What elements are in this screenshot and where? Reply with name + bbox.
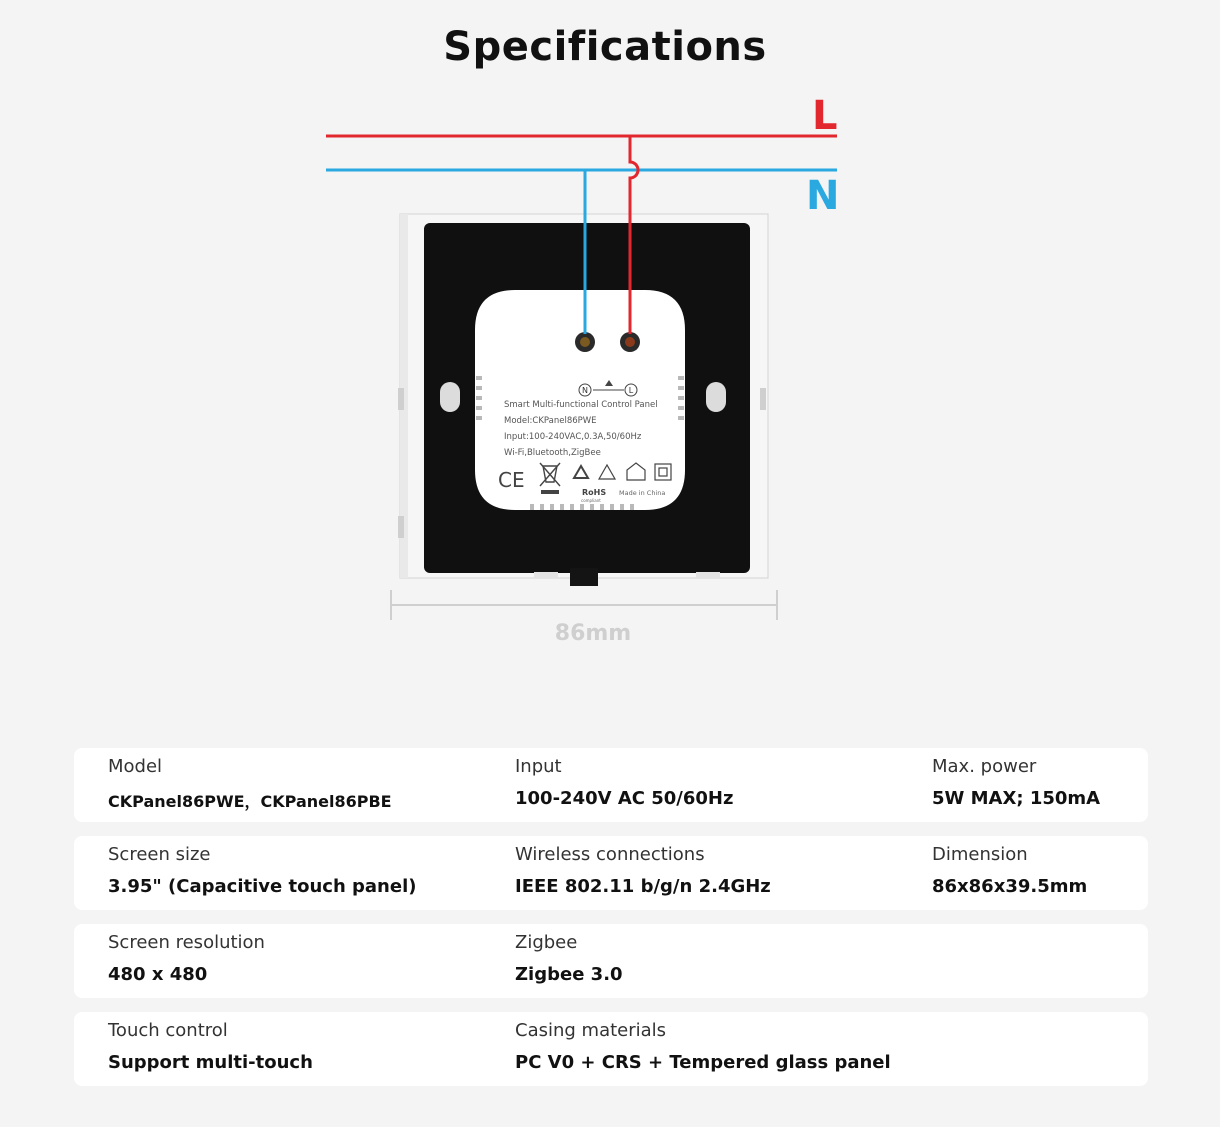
rohs-sub: compliant <box>581 498 601 503</box>
spec-label: Wireless connections <box>515 844 705 865</box>
spec-row-2 <box>74 836 1148 910</box>
spec-value: Support multi-touch <box>108 1052 313 1073</box>
label-input: Input:100-240VAC,0.3A,50/60Hz <box>504 432 642 442</box>
spec-row-4 <box>74 1012 1148 1086</box>
label-wireless: Wi-Fi,Bluetooth,ZigBee <box>504 448 601 458</box>
spec-value: CKPanel86PWE，CKPanel86PBE <box>108 792 392 811</box>
spec-row-3 <box>74 924 1148 998</box>
panel-bottom-clip-right <box>696 572 720 578</box>
panel-bottom-tab <box>570 568 598 586</box>
label-model: Model:CKPanel86PWE <box>504 416 597 426</box>
dimension-label: 86mm <box>554 621 632 646</box>
line-l-label: L <box>812 93 838 139</box>
spec-label: Touch control <box>108 1020 228 1041</box>
terminal-n-symbol: N <box>582 386 588 395</box>
spec-value: 480 x 480 <box>108 964 208 985</box>
line-n-label: N <box>806 173 840 219</box>
made-in-label: Made in China <box>619 489 666 497</box>
dimension-line <box>391 590 777 620</box>
rohs-mark: RoHS <box>582 488 607 497</box>
screw-slot-left <box>440 382 460 412</box>
spec-label: Screen resolution <box>108 932 265 953</box>
spec-label: Casing materials <box>515 1020 667 1041</box>
spec-label: Screen size <box>108 844 211 865</box>
spec-label: Dimension <box>932 844 1028 865</box>
spec-value: Zigbee 3.0 <box>515 964 623 985</box>
page-title: Specifications <box>443 24 767 70</box>
spec-value: PC V0 + CRS + Tempered glass panel <box>515 1052 891 1073</box>
panel-bottom-clip-left <box>534 572 558 578</box>
spec-label: Input <box>515 756 562 777</box>
spec-row-1 <box>74 748 1148 822</box>
label-title: Smart Multi-functional Control Panel <box>504 400 658 410</box>
spec-value: 100-240V AC 50/60Hz <box>515 788 734 809</box>
spec-label: Model <box>108 756 163 777</box>
spec-label: Zigbee <box>515 932 578 953</box>
spec-value: 3.95" (Capacitive touch panel) <box>108 876 417 897</box>
spec-value: 86x86x39.5mm <box>932 876 1088 897</box>
ce-mark: CE <box>498 468 525 492</box>
screw-slot-right <box>706 382 726 412</box>
spec-label: Max. power <box>932 756 1037 777</box>
terminal-l-symbol: L <box>628 386 634 395</box>
spec-value: IEEE 802.11 b/g/n 2.4GHz <box>515 876 771 897</box>
spec-value: 5W MAX; 150mA <box>932 788 1101 809</box>
